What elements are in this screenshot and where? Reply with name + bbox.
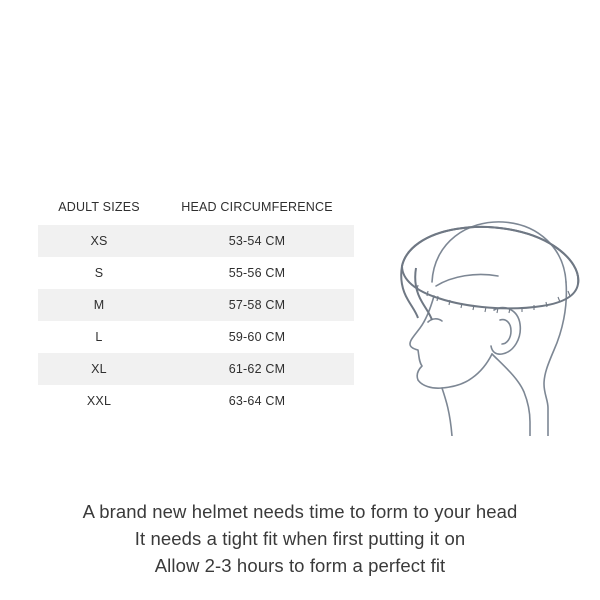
table-row <box>38 225 354 257</box>
table-row <box>38 257 354 289</box>
cell-circumference: 57-58 CM <box>160 289 354 321</box>
column-header-head-circumference: HEAD CIRCUMFERENCE <box>160 193 354 225</box>
cell-circumference: 55-56 CM <box>160 257 354 289</box>
cell-circumference: 63-64 CM <box>160 385 354 417</box>
cell-size: S <box>38 257 160 289</box>
caption-line-3: Allow 2-3 hours to form a perfect fit <box>154 555 446 576</box>
size-chart-table <box>38 193 354 417</box>
cell-size: XS <box>38 225 160 257</box>
caption-block <box>0 498 600 579</box>
column-header-adult-sizes: ADULT SIZES <box>38 193 160 225</box>
cell-circumference: 59-60 CM <box>160 321 354 353</box>
head-measurement-illustration <box>372 186 590 436</box>
caption-line-1: A brand new helmet needs time to form to your head <box>82 501 518 522</box>
caption-line-2: It needs a tight fit when first putting it on <box>134 528 466 549</box>
cell-circumference: 53-54 CM <box>160 225 354 257</box>
table-row <box>38 321 354 353</box>
table-row <box>38 385 354 417</box>
cell-size: L <box>38 321 160 353</box>
table-row <box>38 353 354 385</box>
cell-size: XL <box>38 353 160 385</box>
cell-size: XXL <box>38 385 160 417</box>
cell-circumference: 61-62 CM <box>160 353 354 385</box>
cell-size: M <box>38 289 160 321</box>
table-row <box>38 289 354 321</box>
table-header-row <box>38 193 354 225</box>
